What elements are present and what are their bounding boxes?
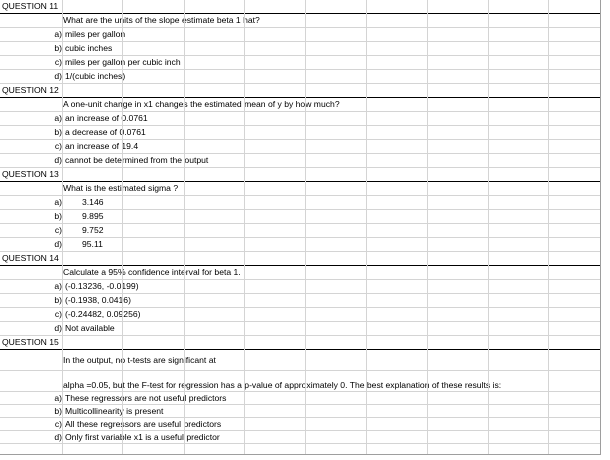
answer-text: (-0.24482, 0.09256) (65, 309, 141, 319)
question-prompt: What are the units of the slope estimate beta 1 hat? (63, 15, 260, 25)
answer-row[interactable] (0, 28, 600, 42)
question-title: QUESTION 12 (2, 85, 59, 95)
answer-letter: c) (54, 309, 62, 319)
answer-text: miles per gallon (65, 29, 126, 39)
answer-text: miles per gallon per cubic inch (65, 57, 181, 67)
question-13-prompt-row[interactable] (0, 182, 600, 196)
answer-letter: a) (54, 197, 62, 207)
answer-letter: d) (54, 323, 62, 333)
question-title: QUESTION 11 (2, 1, 59, 11)
answer-letter: b) (54, 295, 62, 305)
answer-row[interactable] (0, 238, 600, 252)
answer-row[interactable] (0, 42, 600, 56)
answer-text: cannot be determined from the output (65, 155, 209, 165)
column-divider (184, 0, 185, 454)
answer-row[interactable] (0, 294, 600, 308)
answer-text: a decrease of 0.0761 (65, 127, 146, 137)
answer-row[interactable] (0, 140, 600, 154)
question-11-title-row[interactable] (0, 0, 600, 14)
answer-row[interactable] (0, 418, 600, 431)
answer-text: 9.895 (82, 211, 104, 221)
answer-letter: c) (54, 225, 62, 235)
question-12-prompt-row[interactable] (0, 98, 600, 112)
answer-letter: b) (54, 211, 62, 221)
answer-row[interactable] (0, 224, 600, 238)
answer-letter: d) (54, 432, 62, 442)
column-divider (244, 0, 245, 454)
answer-row[interactable] (0, 405, 600, 418)
question-14-title-row[interactable] (0, 252, 600, 266)
answer-letter: d) (54, 155, 62, 165)
answer-text: (-0.1938, 0.0416) (65, 295, 131, 305)
answer-row[interactable] (0, 308, 600, 322)
answer-row[interactable] (0, 210, 600, 224)
answer-row[interactable] (0, 280, 600, 294)
question-14-prompt-row[interactable] (0, 266, 600, 280)
answer-letter: b) (54, 406, 62, 416)
answer-row[interactable] (0, 392, 600, 405)
answer-text: 9.752 (82, 225, 104, 235)
column-divider (548, 0, 549, 454)
question-15-prompt-row-2[interactable] (0, 371, 600, 392)
answer-row[interactable] (0, 112, 600, 126)
answer-text: an increase of 19.4 (65, 141, 139, 151)
column-divider (122, 0, 123, 454)
answer-row[interactable] (0, 431, 600, 444)
question-prompt: A one-unit change in x1 changes the estimated mean of y by how much? (63, 99, 340, 109)
answer-row[interactable] (0, 196, 600, 210)
question-11-prompt-row[interactable] (0, 14, 600, 28)
answer-letter: a) (54, 113, 62, 123)
question-15-prompt-row[interactable] (0, 350, 600, 371)
answer-text: cubic inches (65, 43, 113, 53)
question-13-title-row[interactable] (0, 168, 600, 182)
answer-text: 3.146 (82, 197, 104, 207)
column-divider (62, 0, 63, 454)
answer-letter: c) (54, 57, 62, 67)
answer-letter: a) (54, 29, 62, 39)
answer-text: Multicollinearity is present (65, 406, 164, 416)
answer-row[interactable] (0, 154, 600, 168)
question-prompt: Calculate a 95% confidence interval for beta 1. (63, 267, 241, 277)
column-divider (366, 0, 367, 454)
answer-row[interactable] (0, 322, 600, 336)
column-divider (488, 0, 489, 454)
answer-text: 1/(cubic inches) (65, 71, 126, 81)
question-12-title-row[interactable] (0, 84, 600, 98)
question-prompt: What is the estimated sigma ? (63, 183, 179, 193)
answer-text: 95.11 (82, 239, 103, 249)
question-prompt-continued: alpha =0.05, but the F-test for regression has a p-value of approximately 0. The best explanation of these results is: (63, 380, 502, 390)
answer-row[interactable] (0, 126, 600, 140)
question-title: QUESTION 15 (2, 337, 59, 347)
answer-letter: a) (54, 393, 62, 403)
answer-letter: c) (54, 141, 62, 151)
answer-row[interactable] (0, 70, 600, 84)
answer-row[interactable] (0, 56, 600, 70)
answer-letter: a) (54, 281, 62, 291)
answer-text: Not available (65, 323, 115, 333)
answer-text: an increase of 0.0761 (65, 113, 148, 123)
column-divider (427, 0, 428, 454)
question-15-title-row[interactable] (0, 336, 600, 350)
answer-text: All these regressors are useful predictors (65, 419, 222, 429)
question-title: QUESTION 13 (2, 169, 59, 179)
answer-letter: d) (54, 71, 62, 81)
answer-text: These regressors are not useful predictors (65, 393, 227, 403)
answer-text: Only first variable x1 is a useful predictor (65, 432, 220, 442)
answer-text: (-0.13236, -0.0199) (65, 281, 139, 291)
question-title: QUESTION 14 (2, 253, 59, 263)
question-prompt: In the output, no t-tests are significant at (63, 355, 216, 365)
column-divider (305, 0, 306, 454)
answer-letter: b) (54, 43, 62, 53)
answer-letter: c) (54, 419, 62, 429)
answer-letter: d) (54, 239, 62, 249)
answer-letter: b) (54, 127, 62, 137)
